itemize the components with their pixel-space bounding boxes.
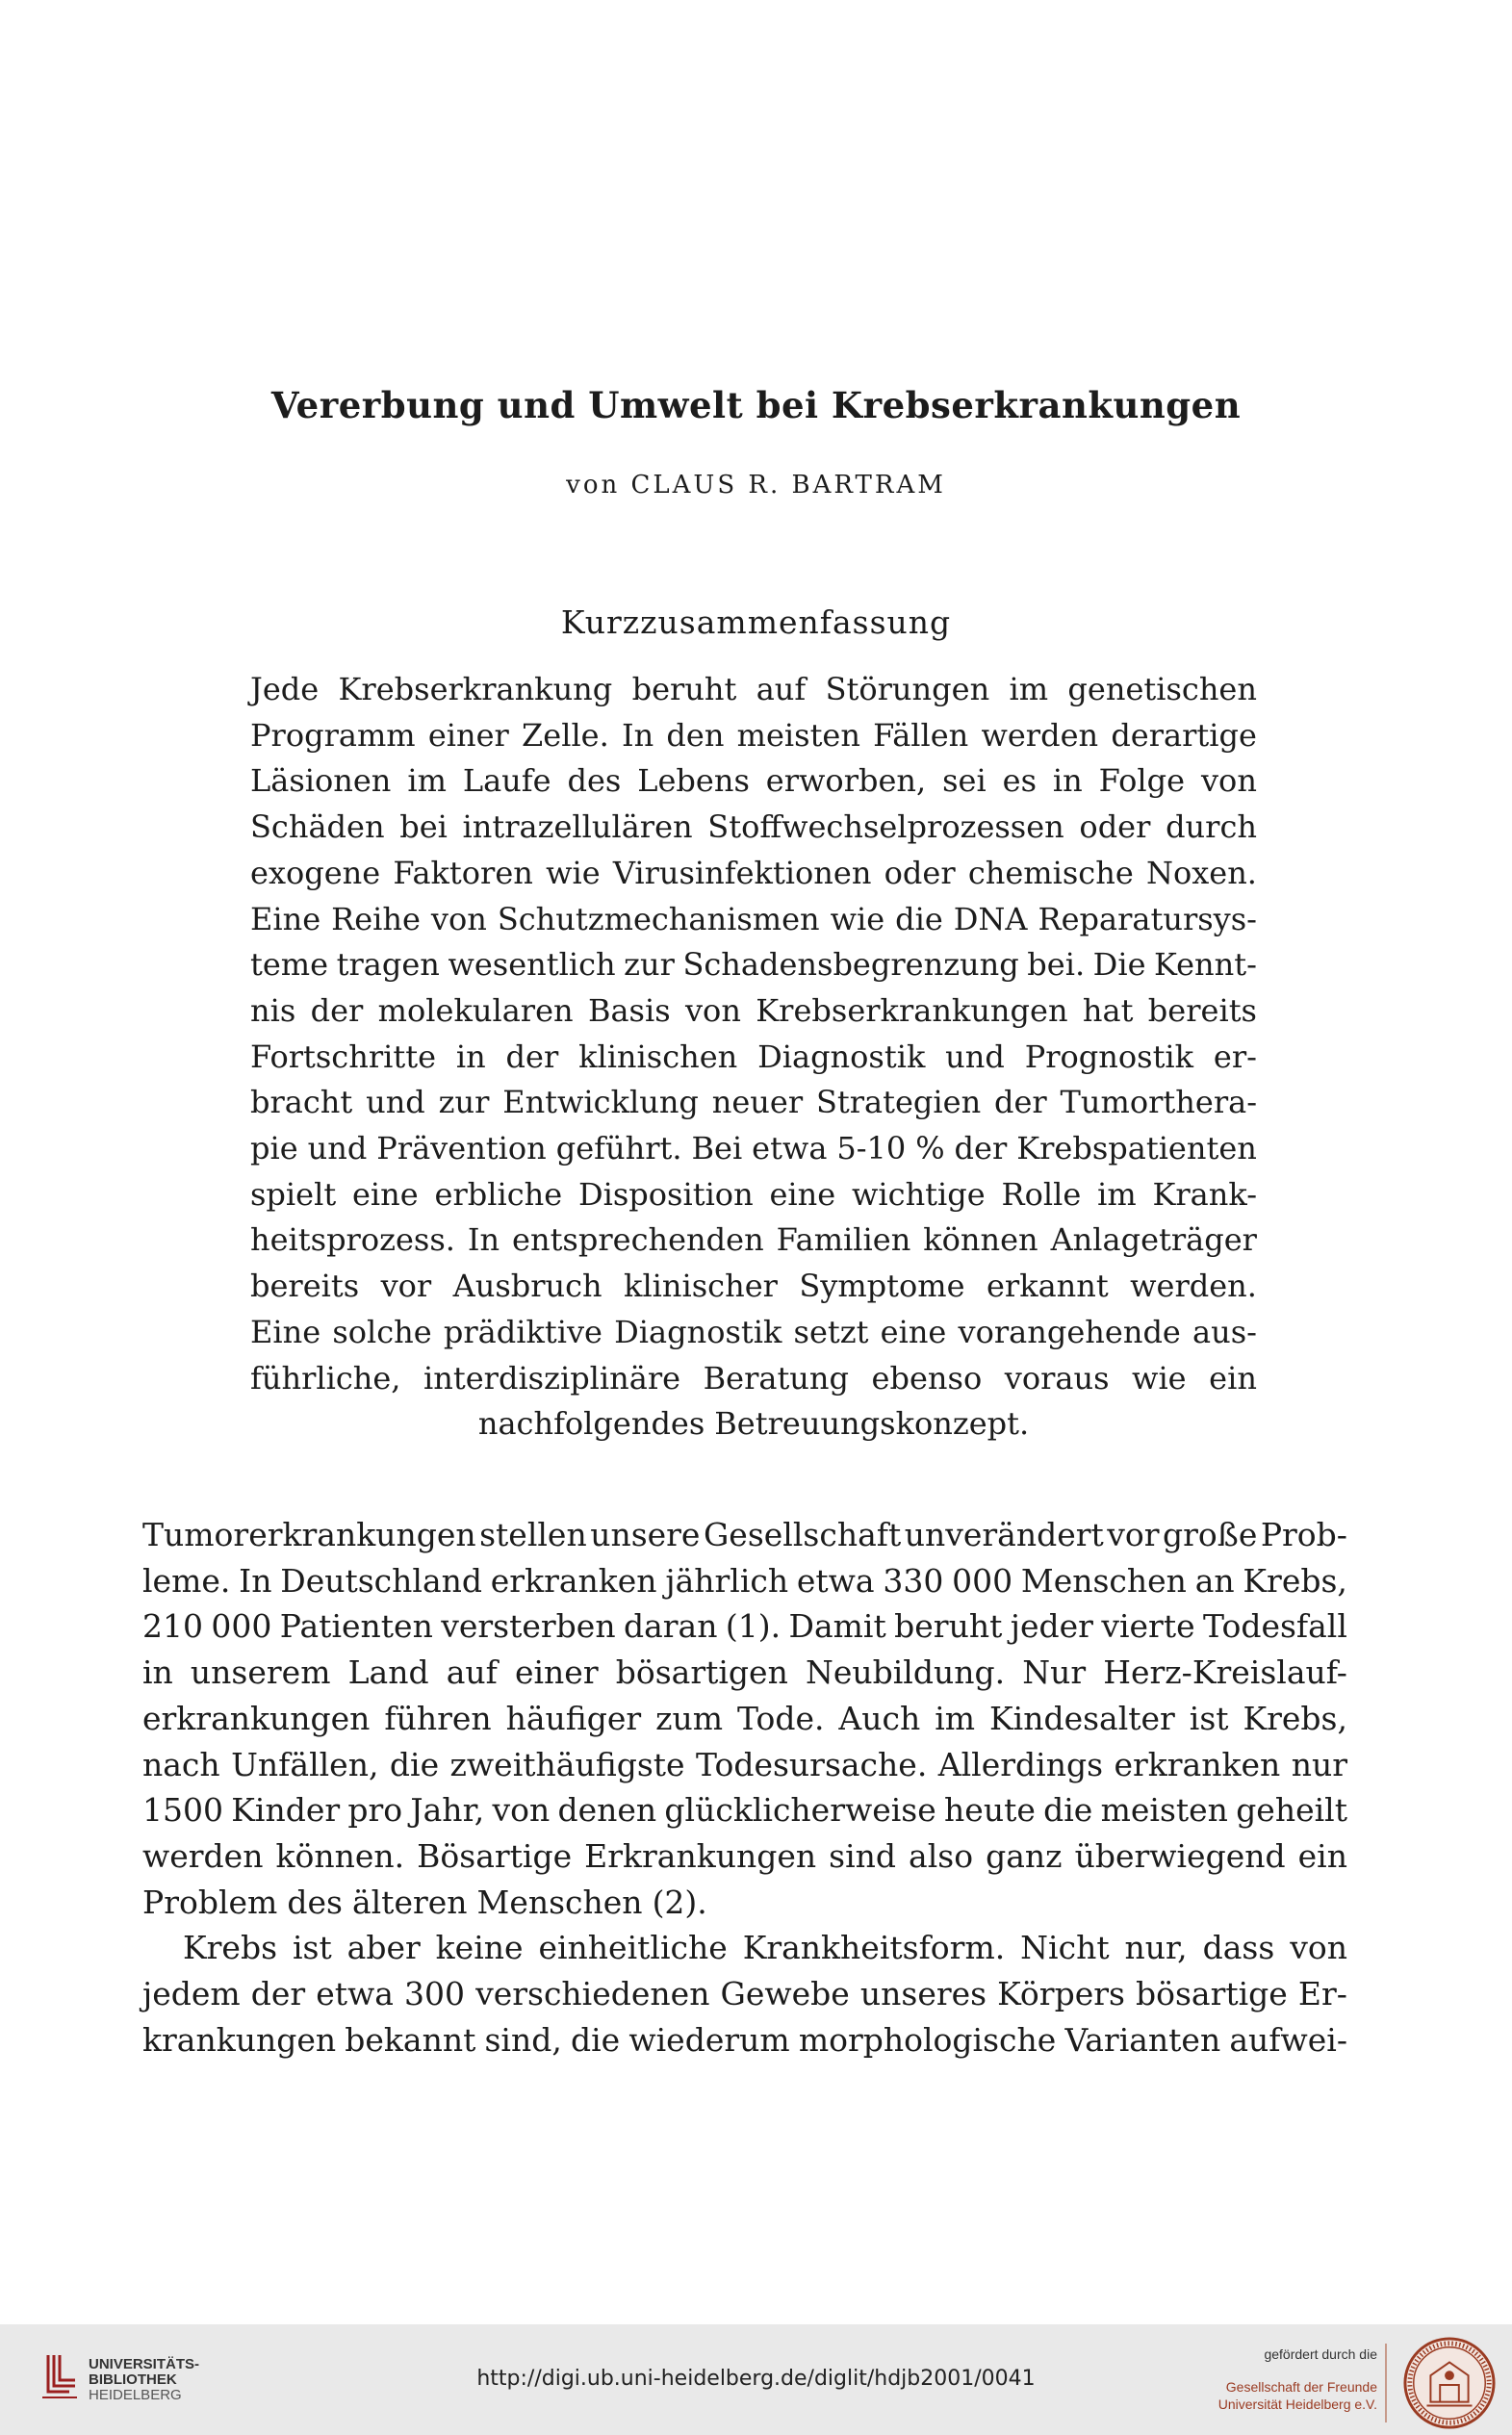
university-seal-icon [1402,2336,1497,2430]
body-line: 1500 Kinder pro Jahr, von denen glücklicherweise heute die meisten geheilt [142,1791,1347,1830]
abstract-line: nachfolgendes Betreuungskonzept. [477,1405,1030,1443]
abstract-line: heitsprozess. In entsprechenden Familien können Anlageträger [250,1221,1257,1259]
body-line: nach Unfällen, die zweithäufigste Todesursache. Allerdings erkranken nur [142,1745,1347,1783]
abstract-line: spielt eine erbliche Disposition eine wichtige Rolle im Krank- [250,1175,1257,1213]
body-line: Krebs ist aber keine einheitliche Krankheitsform. Nicht nur, dass von [183,1929,1347,1967]
abstract-line: führliche, interdisziplinäre Beratung ebenso voraus wie ein [250,1359,1257,1397]
abstract-line: pie und Prävention geführt. Bei etwa 5-10 % der Krebspatienten [250,1130,1257,1166]
abstract-line: teme tragen wesentlich zur Schadensbegrenzung bei. Die Kennt- [250,946,1257,984]
abstract-line: nis der molekularen Basis von Krebserkrankungen hat bereits [250,991,1257,1029]
abstract-heading: Kurzzusammenfassung [560,603,952,641]
abstract-line: bracht und zur Entwicklung neuer Strategien der Tumorthera- [250,1084,1257,1121]
library-name: UNIVERSITÄTS- BIBLIOTHEK HEIDELBERG [89,2356,200,2403]
abstract-line: exogene Faktoren wie Virusinfektionen oder chemische Noxen. [250,854,1257,891]
abstract-line: Jede Krebserkrankung beruht auf Störungen im genetischen [250,671,1257,707]
article-title: Vererbung und Umwelt bei Krebserkrankungen [270,383,1242,426]
sponsor-credit: gefördert durch die Gesellschaft der Freunde Universität Heidelberg e.V. [1217,2346,1377,2412]
body-line: in unserem Land auf einer bösartigen Neubildung. Nur Herz-Kreislauf- [142,1653,1347,1692]
article-author: von CLAUS R. BARTRAM [566,471,946,500]
abstract-line: Eine solche prädiktive Diagnostik setzt eine vorangehende aus- [250,1313,1257,1350]
abstract-line: bereits vor Ausbruch klinischer Symptome erkannt werden. [250,1268,1257,1305]
permalink-url[interactable]: http://digi.ub.uni-heidelberg.de/diglit/hdjb2001/0041 [476,2367,1036,2391]
abstract-line: Programm einer Zelle. In den meisten Fällen werden derartige [250,716,1257,754]
body-line: jedem der etwa 300 verschiedenen Gewebe unseres Körpers bösartige Er- [142,1975,1347,2012]
body-line: Problem des älteren Menschen (2). [142,1883,707,1921]
body-line: werden können. Bösartige Erkrankungen sind also ganz überwiegend ein [142,1836,1347,1875]
footer-divider [1385,2344,1387,2422]
abstract-line: Läsionen im Laufe des Lebens erworben, sei es in Folge von [250,762,1257,800]
body-line: krankungen bekannt sind, die wiederum morphologische Varianten aufwei- [142,2020,1347,2059]
body-line: Tumorerkrankungen stellen unsere Gesellschaft unverändert vor große Prob- [142,1516,1347,1553]
body-line: 210 000 Patienten versterben daran (1). Damit beruht jeder vierte Todesfall [142,1607,1347,1646]
body-line: erkrankungen führen häufiger zum Tode. Auch im Kindesalter ist Krebs, [142,1699,1347,1737]
abstract-line: Fortschritte in der klinischen Diagnostik und Prognostik er- [250,1038,1257,1075]
body-line: leme. In Deutschland erkranken jährlich etwa 330 000 Menschen an Krebs, [142,1561,1347,1600]
digitization-footer [0,2324,1512,2435]
abstract-line: Schäden bei intrazellulären Stoffwechselprozessen oder durch [250,808,1257,846]
abstract-line: Eine Reihe von Schutzmechanismen wie die DNA Reparatursys- [250,900,1257,937]
